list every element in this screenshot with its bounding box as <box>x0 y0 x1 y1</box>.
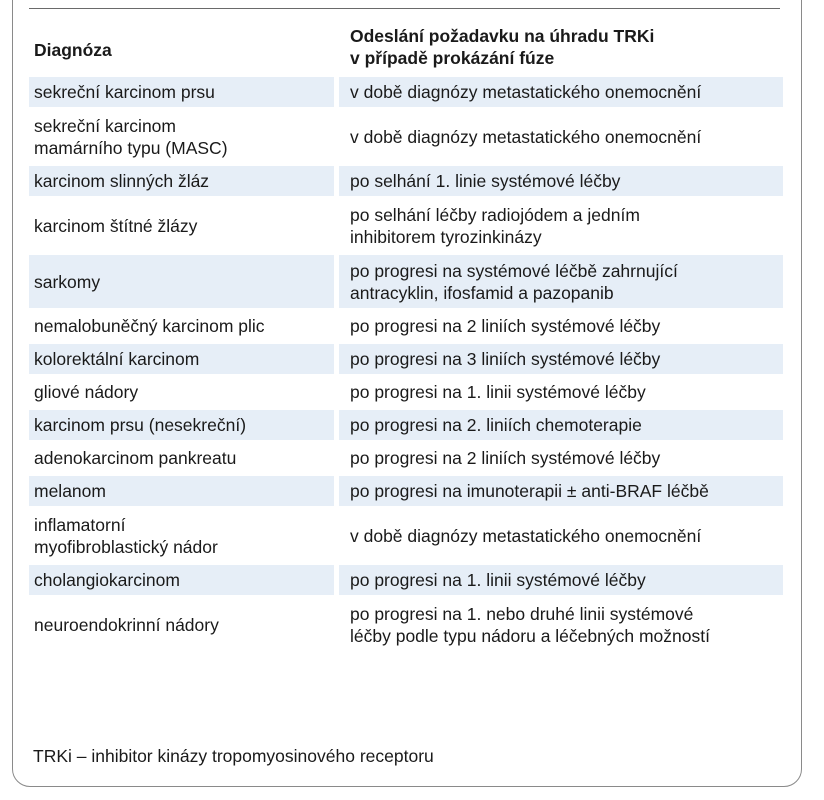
diagnosis-line: nemalobuněčný karcinom plic <box>34 316 265 336</box>
diagnosis-line: melanom <box>34 481 106 501</box>
diagnosis-line: cholangiokarcinom <box>34 570 180 590</box>
diagnosis-line: neuroendokrinní nádory <box>34 614 219 635</box>
header-referral-line1: Odeslání požadavku na úhradu TRKi <box>350 26 655 46</box>
referral-text <box>350 81 701 103</box>
cell-diagnosis <box>29 110 334 163</box>
table-row <box>29 344 783 374</box>
diagnosis-text <box>34 170 209 192</box>
diagnosis-text <box>34 115 228 159</box>
table-row <box>29 476 783 506</box>
top-rule <box>29 8 780 9</box>
referral-line: po progresi na imunoterapii ± anti-BRAF léčbě <box>350 481 709 501</box>
referral-text <box>350 525 701 547</box>
referral-line: inhibitorem tyrozinkinázy <box>350 226 542 247</box>
referral-line: po progresi na 3 liniích systémové léčby <box>350 349 661 369</box>
header-referral-label <box>350 25 654 69</box>
referral-line: léčby podle typu nádoru a léčebných možností <box>350 625 710 646</box>
referral-line: po progresi na 1. nebo druhé linii systémové <box>350 603 694 624</box>
table-row <box>29 166 783 196</box>
table-row <box>29 598 783 651</box>
referral-line: po progresi na systémové léčbě zahrnující <box>350 260 678 281</box>
cell-referral <box>339 476 783 506</box>
cell-diagnosis <box>29 255 334 308</box>
table-row <box>29 410 783 440</box>
diagnosis-text <box>34 514 218 558</box>
cell-diagnosis <box>29 199 334 252</box>
diagnosis-text <box>34 480 106 502</box>
referral-text <box>350 480 709 502</box>
diagnosis-line: karcinom štítné žlázy <box>34 215 198 236</box>
referral-text <box>350 126 701 148</box>
referral-text <box>350 348 660 370</box>
cell-diagnosis <box>29 166 334 196</box>
header-referral-line2: v případě prokázání fúze <box>350 48 555 68</box>
cell-referral <box>339 565 783 595</box>
diagnosis-line: myofibroblastický nádor <box>34 536 218 557</box>
referral-line: po progresi na 2. liniích chemoterapie <box>350 415 642 435</box>
diagnosis-text <box>34 414 246 436</box>
diagnosis-text <box>34 81 215 103</box>
diagnosis-text <box>34 447 236 469</box>
diagnosis-text <box>34 348 199 370</box>
referral-line: v době diagnózy metastatického onemocnění <box>350 126 702 147</box>
diagnosis-text <box>34 569 180 591</box>
referral-text <box>350 315 660 337</box>
diagnosis-line: sekreční karcinom prsu <box>34 82 215 102</box>
cell-diagnosis <box>29 443 334 473</box>
referral-line: po selhání léčby radiojódem a jedním <box>350 204 640 225</box>
table-row <box>29 77 783 107</box>
table-row <box>29 509 783 562</box>
table-row <box>29 110 783 163</box>
referral-text <box>350 170 620 192</box>
referral-line: po progresi na 2 liniích systémové léčby <box>350 448 661 468</box>
referral-line: v době diagnózy metastatického onemocnění <box>350 525 702 546</box>
referral-text <box>350 204 640 248</box>
cell-referral <box>339 443 783 473</box>
table-row <box>29 311 783 341</box>
diagnosis-text <box>34 271 100 293</box>
diagnosis-line: sarkomy <box>34 271 101 292</box>
table-row <box>29 443 783 473</box>
diagnosis-line: inflamatorní <box>34 514 126 535</box>
diagnosis-line: adenokarcinom pankreatu <box>34 448 237 468</box>
diagnosis-text <box>34 215 197 237</box>
cell-diagnosis <box>29 311 334 341</box>
cell-diagnosis <box>29 509 334 562</box>
diagnosis-line: karcinom slinných žláz <box>34 171 210 191</box>
header-diagnosis <box>29 20 334 74</box>
header-diagnosis-label: Diagnóza <box>34 40 112 60</box>
table-body <box>29 77 783 651</box>
referral-text <box>350 414 642 436</box>
cell-referral <box>339 377 783 407</box>
referral-text <box>350 260 678 304</box>
diagnosis-text <box>34 381 138 403</box>
cell-referral <box>339 344 783 374</box>
cell-diagnosis <box>29 77 334 107</box>
diagnosis-line: sekreční karcinom <box>34 115 176 136</box>
cell-diagnosis <box>29 410 334 440</box>
cell-diagnosis <box>29 565 334 595</box>
table-header-row <box>29 20 783 74</box>
cell-referral <box>339 77 783 107</box>
referral-line: po progresi na 2 liniích systémové léčby <box>350 316 661 336</box>
referral-line: v době diagnózy metastatického onemocnění <box>350 82 702 102</box>
table-row <box>29 255 783 308</box>
referral-table <box>29 20 783 654</box>
referral-text <box>350 447 660 469</box>
cell-referral <box>339 166 783 196</box>
referral-text <box>350 603 710 647</box>
cell-diagnosis <box>29 377 334 407</box>
diagnosis-text <box>34 315 265 337</box>
referral-line: po selhání 1. linie systémové léčby <box>350 171 621 191</box>
referral-line: antracyklin, ifosfamid a pazopanib <box>350 282 614 303</box>
diagnosis-text <box>34 614 219 636</box>
cell-referral <box>339 509 783 562</box>
diagnosis-line: mamárního typu (MASC) <box>34 137 228 158</box>
cell-referral <box>339 255 783 308</box>
table-row <box>29 199 783 252</box>
cell-referral <box>339 110 783 163</box>
table-row <box>29 377 783 407</box>
diagnosis-line: karcinom prsu (nesekreční) <box>34 415 247 435</box>
cell-referral <box>339 410 783 440</box>
cell-diagnosis <box>29 344 334 374</box>
footnote: TRKi – inhibitor kinázy tropomyosinového receptoru <box>33 746 434 766</box>
referral-text <box>350 381 646 403</box>
referral-line: po progresi na 1. linii systémové léčby <box>350 382 646 402</box>
header-referral <box>339 20 783 74</box>
cell-referral <box>339 199 783 252</box>
cell-referral <box>339 311 783 341</box>
cell-diagnosis <box>29 598 334 651</box>
diagnosis-line: gliové nádory <box>34 382 139 402</box>
cell-diagnosis <box>29 476 334 506</box>
cell-referral <box>339 598 783 651</box>
referral-line: po progresi na 1. linii systémové léčby <box>350 570 646 590</box>
referral-text <box>350 569 646 591</box>
table-row <box>29 565 783 595</box>
diagnosis-line: kolorektální karcinom <box>34 349 200 369</box>
